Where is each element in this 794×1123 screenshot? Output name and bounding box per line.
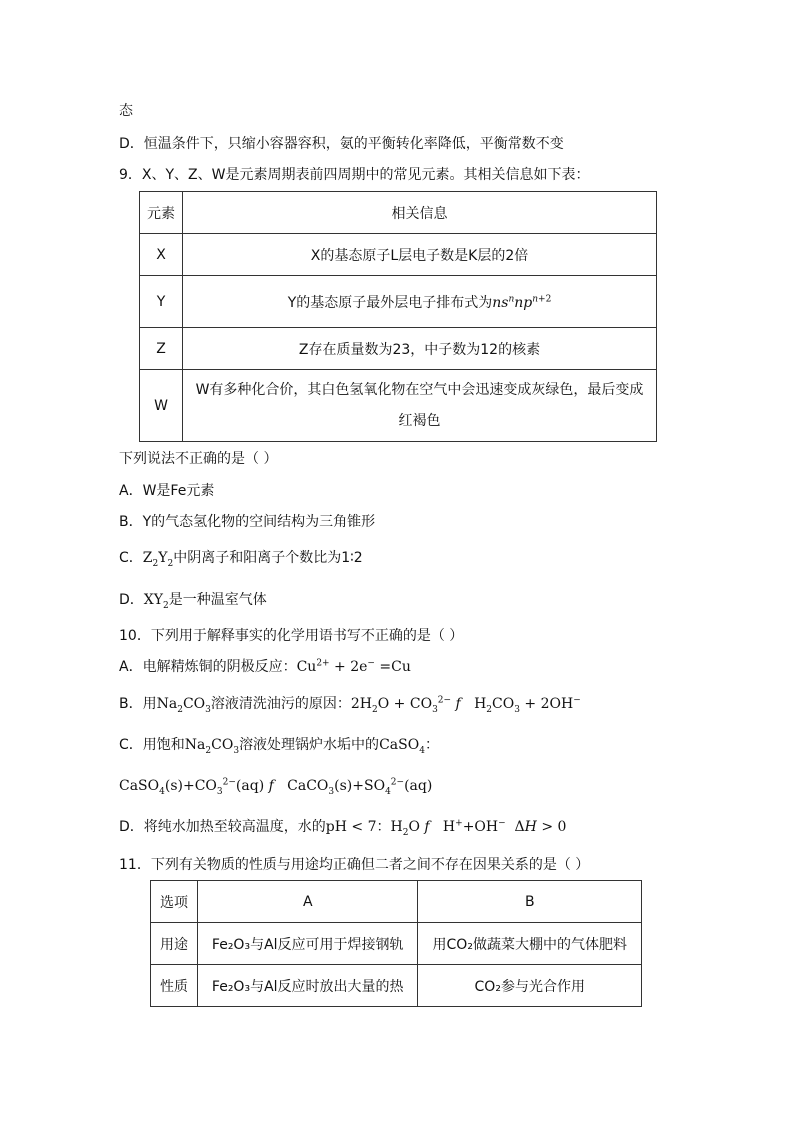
table-cell: CO₂参与光合作用 [418, 965, 642, 1007]
table-cell: 用CO₂做蔬菜大棚中的气体肥料 [418, 923, 642, 965]
table-cell: W [140, 370, 183, 442]
property-usage-table [150, 880, 642, 1007]
question-9-title: 9．X、Y、Z、W是元素周期表前四周期中的常见元素。其相关信息如下表： [119, 167, 590, 183]
table-cell: Y [140, 276, 183, 328]
question-11-title: 11．下列有关物质的性质与用途均正确但二者之间不存在因果关系的是（ ） [119, 857, 590, 873]
table-cell: Z存在质量数为23，中子数为12的核素 [183, 328, 657, 370]
table-cell: 用途 [151, 923, 198, 965]
table-row [151, 965, 642, 1007]
table-cell: W有多种化合价，其白色氢氧化物在空气中会迅速变成灰绿色，最后变成红褐色 [183, 370, 657, 442]
question-10-option-a: A．电解精炼铜的阴极反应：$Cu^{2+} + 2e^- =Cu$ [119, 658, 411, 675]
table-cell: Fe₂O₃与Al反应可用于焊接钢轨 [198, 923, 418, 965]
question-9-option-b: B．Y的气态氢化物的空间结构为三角锥形 [119, 514, 376, 530]
question-9-option-d: D．$XY_2$是一种温室气体 [119, 592, 267, 611]
table-row [151, 923, 642, 965]
element-info-table [139, 191, 657, 442]
text-state: 态 [119, 103, 133, 119]
table-row [140, 370, 657, 442]
question-9-option-c: C．$Z_2Y_2$中阴离子和阳离子个数比为1∶2 [119, 550, 363, 569]
table-cell: Fe₂O₃与Al反应时放出大量的热 [198, 965, 418, 1007]
table-cell-text: Y的基态原子最外层电子排布式为 [287, 294, 493, 311]
question-9-option-a: A．W是Fe元素 [119, 483, 215, 499]
table-row [140, 276, 657, 328]
table-row [140, 234, 657, 276]
question-10-option-b: B．用$Na_2CO_3$溶液清洗油污的原因：$2H_2O + CO_3^{2-}$ f $H_2CO_3 + 2OH^-$ [119, 695, 581, 715]
table-header: 元素 [140, 192, 183, 234]
question-10-title: 10．下列用于解释事实的化学用语书写不正确的是（ ） [119, 628, 464, 644]
table-header: A [198, 881, 418, 923]
table-cell: X的基态原子L层电子数是K层的2倍 [183, 234, 657, 276]
electron-configuration: $ns^nnp^{n+2}$ [492, 293, 552, 311]
table-header: 相关信息 [183, 192, 657, 234]
table-row [140, 328, 657, 370]
table-cell: X [140, 234, 183, 276]
question-9-stem: 下列说法不正确的是（ ） [119, 451, 278, 467]
table-cell: 性质 [151, 965, 198, 1007]
table-header: B [418, 881, 642, 923]
question-10-option-d: D．将纯水加热至较高温度，水的pH < 7：$H_2O$ f H++OH− ΔH > 0 [119, 818, 567, 838]
table-cell [183, 276, 657, 328]
table-header: 选项 [151, 881, 198, 923]
table-cell: Z [140, 328, 183, 370]
question-10-option-c: C．用饱和$Na_2CO_3$溶液处理锅炉水垢中的CaSO$_4$： [119, 737, 439, 756]
question-8-option-d: D．恒温条件下，只缩小容器容积，氨的平衡转化率降低，平衡常数不变 [119, 136, 564, 152]
question-10-option-c-equation: $CaSO_4(s)+CO_3^{2-}(aq)$ f $CaCO_3(s)+SO_4^{2-}(aq)$ [119, 777, 433, 797]
